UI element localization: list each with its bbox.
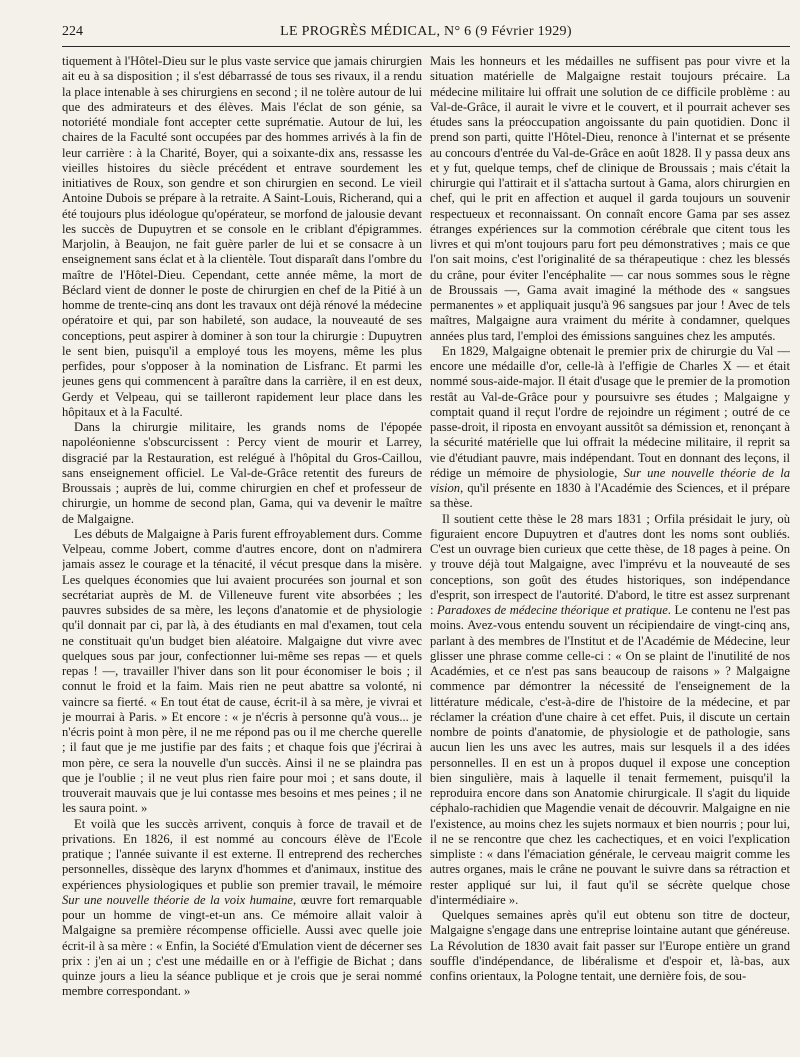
paragraph	[62, 54, 422, 420]
text-run: Et voilà que les succès arrivent, conquis à force de travail et de privations. En 1826, il est nommé au concours élève de l'Ecole pratique ; l'année suivante il est externe. Il entreprend des recherches personnelles, dissèque des larynx d'hommes et d'animaux, institue des expériences physiologiques et publie son premier travail, le mémoire	[62, 816, 422, 892]
paragraph	[62, 527, 422, 817]
text-run: En 1829, Malgaigne obtenait le premier prix de chirurgie du Val — encore une médaille d'or, celle-là à l'effigie de Charles X — et était nommé sous-aide-major. Il était d'usage que le premier de la promotion restât au Val-de-Grâce pour y poursuivre ses études ; Malgaigne y comptait quand il reçut l'ordre de rejoindre un régiment ; outré de ce passe-droit, il riposta en envoyant aussitôt sa démission et, renonçant à la sécurité matérielle que lui offrait la médecine militaire, il reprit sa vie d'étudiant pauvre, mais indépendant. Tout en donnant des leçons, il rédige un mémoire de physiologie,	[430, 343, 790, 480]
right-column	[430, 54, 790, 1049]
text-run: Mais les honneurs et les médailles ne suffisent pas pour vivre et la situation matérielle de Malgaigne restait toujours précaire. La médecine militaire lui offrait une solution de ce difficile problème : au Val-de-Grâce, il aurait le vivre et le couvert, et il pourrait achever ses études sans la préoccupation angoissante du pain quotidien. Donc il prend son parti, quitte l'Hôtel-Dieu, renonce à l'internat et se présente au concours d'entrée du Val-de-Grâce en août 1828. Il y passa deux ans et y fut, quelque temps, chef de clinique de Broussais ; mais c'était la chirurgie qui l'attirait et il s'attacha surtout à Gama, alors chirurgien en chef, qui le prit en affection et auquel il garda toujours un souvenir respectueux et reconnaissant. On connaît encore Gama par ses assez étranges expériences sur la commotion cérébrale que citent tous les livres et qui m'ont toujours paru fort peu démonstratives ; mais ce que l'on sait moins, c'est l'originalité de sa thérapeutique : chez les blessés du crâne, pour éviter l'encéphalite — car nous sommes sous le règne de Broussais —, Gama avait imaginé la méthode des « sangsues permanentes » et appliquait jusqu'à 96 sangsues par jour ! Avec de tels maîtres, Malgaigne aura vraiment du mérite à condamner, quelques années plus tard, l'emploi des émissions sanguines chez les amputés.	[430, 54, 790, 343]
journal-title: LE PROGRÈS MÉDICAL, N° 6 (9 Février 1929)	[280, 24, 572, 39]
page-header	[62, 22, 790, 42]
header-rule	[62, 46, 790, 47]
italic-title: Sur une nouvelle théorie de la vision	[430, 465, 790, 495]
paragraph	[62, 420, 422, 527]
italic-title: Sur une nouvelle théorie de la voix humaine	[62, 892, 293, 907]
page-number: 224	[62, 24, 83, 39]
paragraph	[430, 908, 790, 984]
text-run: . Le contenu ne l'est pas moins. Avez-vous entendu souvent un récipiendaire de vingt-cinq ans, parlant à des membres de l'Institut et de l'Académie de Médecine, leur glisser une phrase comme celle-ci : « On se plaint de l'inutilité de nos Académies, et ce n'est pas sans beaucoup de raisons » ? Malgaigne commence par démontrer la nécessité de l'enseignement de la littérature médicale, c'est-à-dire de l'histoire de la médecine, et par réclamer la création d'une chaire à cet effet. Puis, il discute un certain nombre de points d'anatomie, de physiologie et de pathologie, sans aucun lien les uns avec les autres, mais sur lesquels il a des idées personnelles. Il en est un à propos duquel il expose une conception bien singulière, mais à laquelle il tenait fermement, puisqu'il la reproduira encore dans son Anatomie chirurgicale. Il s'agit du liquide céphalo-rachidien que Magendie venait de découvrir. Malgaigne en nie l'existence, au moins chez les sujets normaux et bien nourris ; pour lui, il ne se rencontre que chez les cachectiques, et en voici l'explication simpliste : « dans l'émaciation générale, le cerveau maigrit comme les autres organes, mais le crâne ne pouvant le suivre dans sa rétraction et rester appliqué sur lui, il faut qu'il se sécrète quelque chose d'intermédiaire ».	[430, 603, 790, 907]
text-run: Les débuts de Malgaigne à Paris furent effroyablement durs. Comme Velpeau, comme Jobert, comme d'autres encore, dont on n'admirera jamais assez le courage et la ténacité, il vécut presque dans la misère. Les quelques économies que lui avaient procurées son journal et son secrétariat auprès de M. de Villeneuve furent vite absorbées ; les pauvres subsides de sa mère, les leçons d'anatomie et de physiologie qu'il donnait par ci, par là, à des étudiants en mal d'examen, tout cela ne constituait qu'un budget bien aléatoire. Malgaigne dut vivre avec quelques sous par jour, confectionner lui-même ses repas — et quels repas ! —, travailler l'hiver dans son lit pour économiser le bois ; il connut le froid et la faim. Mais rien ne peut abattre sa volonté, ni vaincre sa fierté. « En tout état de cause, écrit-il à sa mère, je vivrai et je mourrai à Paris. » Et encore : « je n'écris à personne qu'à vous... je n'écris point à mon père, il ne me répond pas ou il me cherche querelle ; il faut que je me justifie par des faits ; et chaque fois que j'écrirai à mon père, ce sera la nouvelle d'un succès. Ainsi il ne se plaindra pas que je l'oublie ; il ne veut plus rien faire pour moi ; et sans doute, il trouverait mauvais que je lui contasse mes besoins et mes peines ; il ne les saura point. »	[62, 526, 422, 816]
text-run: , œuvre fort remarquable pour un homme de vingt-et-un ans. Ce mémoire allait valoir à Malgaigne sa première récompense officielle. Aussi avec quelle joie écrit-il à sa mère : « Enfin, la Société d'Emulation vient de décerner ses prix : j'en ai un ; c'est une médaille en or à l'effigie de Bichat ; dans quinze jours a lieu la séance publique et je crois que je serai nommé membre correspondant. »	[62, 892, 422, 999]
text-run: , qu'il présente en 1830 à l'Académie des Sciences, et il prépare sa thèse.	[430, 481, 790, 511]
paragraph	[430, 344, 790, 512]
left-column	[62, 54, 422, 1049]
italic-title: Paradoxes de médecine théorique et pratique	[437, 603, 668, 617]
paragraph	[62, 817, 422, 1000]
text-run: Quelques semaines après qu'il eut obtenu son titre de docteur, Malgaigne s'engage dans une entreprise lointaine autant que généreuse. La Révolution de 1830 avait fait passer sur l'Europe entière un grand souffle d'indépendance, de libéralisme et d'espoir et, là-bas, aux confins orientaux, la Pologne tentait, une dernière fois, de sou-	[430, 908, 790, 983]
text-run: tiquement à l'Hôtel-Dieu sur le plus vaste service que jamais chirurgien ait eu à sa disposition ; il s'est débarrassé de tous ses rivaux, il a rendu la place intenable à ses chirurgiens en second ; il ne tolère autour de lui que des admirateurs et des élèves. Mais l'éclat de son génie, sa notoriété mondiale font accepter cette suprématie. Autour de lui, les chaires de la Faculté sont occupées par des hommes arrivés à la fin de leur carrière : à la Charité, Boyer, qui a soixante-dix ans, ressasse les vieilles histoires du siècle précédent et entrave sourdement les initiatives de Roux, son gendre et son chirurgien en second. Le vieil Antoine Dubois se prépare à la retraite. A Saint-Louis, Richerand, qui a été toujours plus idéologue qu'opérateur, se morfond de jalousie devant les succès de Dupuytren et se console en le criblant d'épigrammes. Marjolin, à Beaujon, ne fait guère parler de lui et se consacre à un enseignement sans éclat et à la clientèle. Tout disparaît dans l'ombre du maître de l'Hôtel-Dieu. Cependant, cette année même, la mort de Béclard vient de donner le poste de chirurgien en chef de la Pitié à un homme de trente-cinq ans dont les travaux ont déjà rénové la médecine opératoire et qui, par son habileté, son audace, la nouveauté de ses conceptions, peut aspirer à dominer à son tour la chirurgie : Dupuytren le sent bien, puisqu'il a employé tous les moyens, même les plus perfides, pour s'opposer à la nomination de Lisfranc. Et parmi les jeunes gens qui commencent à paraître dans la carrière, il en est deux, Gerdy et Velpeau, qui se tailleront rapidement leur place dans les hôpitaux et à la Faculté.	[62, 54, 422, 419]
paragraph	[430, 54, 790, 344]
text-run: Dans la chirurgie militaire, les grands noms de l'épopée napoléonienne s'obscurcissent : Percy vient de mourir et Larrey, disgracié par la Restauration, est relégué à l'hôpital du Gros-Caillou, sans enseignement officiel. Le Val-de-Grâce retentit des fureurs de Broussais ; auprès de lui, comme chirurgien en chef et professeur de chirurgie, un homme de second plan, Gama, qui va devenir le maître de Malgaigne.	[62, 420, 422, 526]
paragraph	[430, 512, 790, 909]
text-run: Il soutient cette thèse le 28 mars 1831 ; Orfila présidait le jury, où figuraient encore Dupuytren et d'autres dont les noms sont oubliés. C'est un ouvrage bien curieux que cette thèse, de 18 pages à peine. On y trouve déjà tout Malgaigne, avec l'imprévu et la nouveauté de ses conceptions, son goût des études historiques, son indépendance d'esprit, son irrespect de l'autorité. D'abord, le titre est assez surprenant :	[430, 511, 790, 617]
